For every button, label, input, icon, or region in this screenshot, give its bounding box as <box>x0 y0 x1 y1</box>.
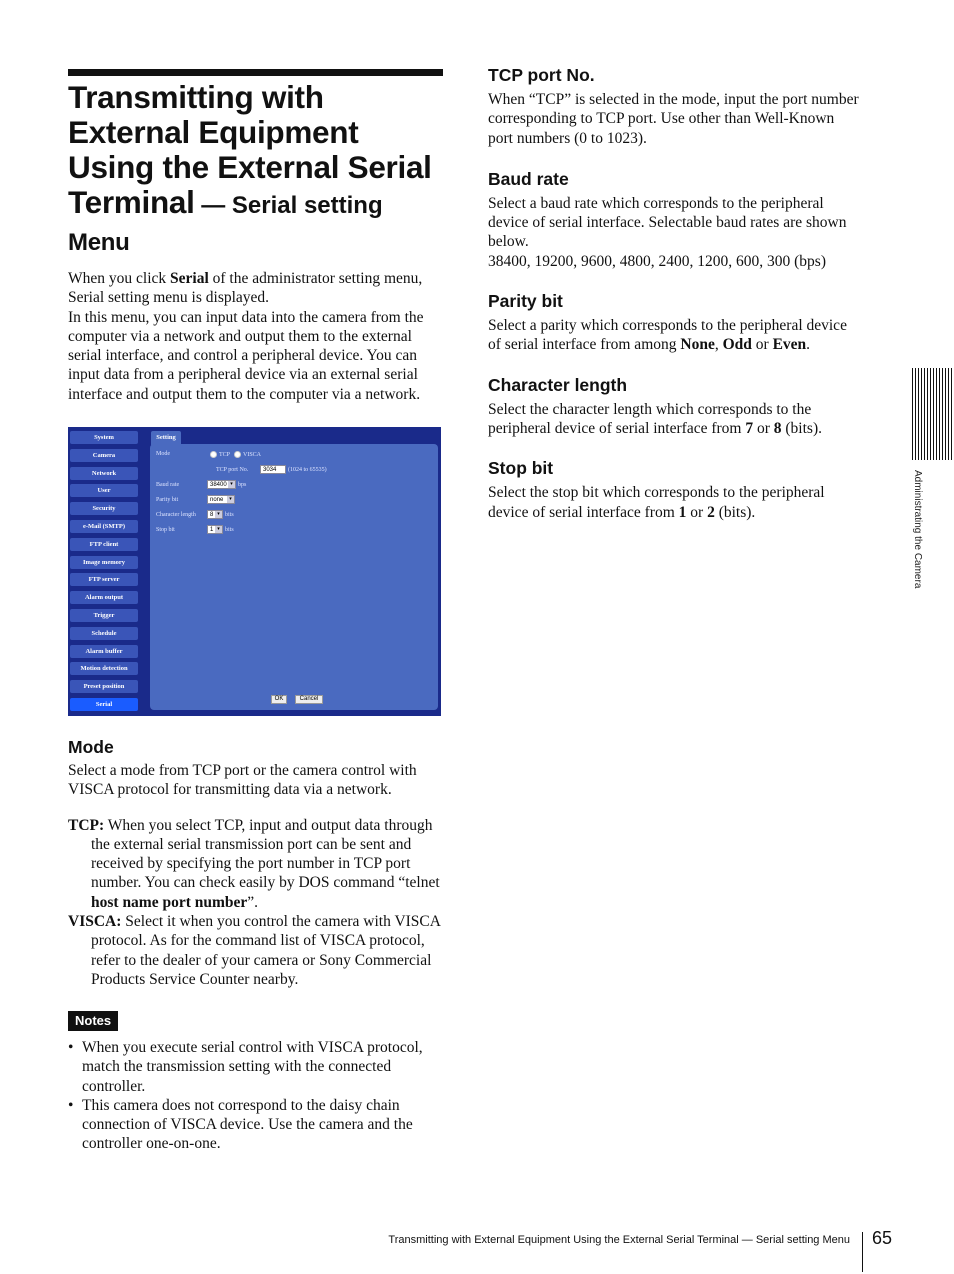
mode-text: Select a mode from TCP port or the camera control with VISCA protocol for transmitting data via a network. <box>68 762 417 799</box>
title-rule <box>68 69 443 76</box>
port-label: TCP port No. <box>216 467 249 473</box>
mode-section <box>68 737 446 989</box>
mode-visca-radio[interactable]: VISCA <box>234 451 261 458</box>
section-tab-label: Administrating the Camera <box>912 470 923 589</box>
char-length-text: Select the character length which corresponds to the peripheral device of serial interface from 7 or 8 (bits). <box>488 400 822 437</box>
baud-rate-list: 38400, 19200, 9600, 4800, 2400, 1200, 600, 300 (bps) <box>488 252 826 270</box>
tcp-port-text: When “TCP” is selected in the mode, input the port number corresponding to TCP port. Use other than Well-Known port numbers (0 to 1023). <box>488 91 859 147</box>
nav-item[interactable]: Motion detection <box>70 662 138 675</box>
page-number: 65 <box>872 1228 893 1248</box>
baud-unit: bps <box>238 482 247 488</box>
nav-item[interactable]: Alarm buffer <box>70 645 138 658</box>
section-tab-marker <box>912 368 954 460</box>
baud-rate-heading: Baud rate <box>488 168 569 189</box>
nav-item[interactable]: Trigger <box>70 609 138 622</box>
parity-text: Select a parity which corresponds to the peripheral device of serial interface from among None, Odd or Even. <box>488 317 847 354</box>
nav-item[interactable]: FTP client <box>70 538 138 551</box>
nav-item[interactable]: Security <box>70 502 138 515</box>
mode-definitions <box>68 816 446 990</box>
char-unit: bits <box>225 512 234 518</box>
nav-item[interactable]: Serial <box>70 698 138 711</box>
port-input[interactable]: 3034 <box>260 465 286 474</box>
tcp-definition: TCP: When you select TCP, input and output data through the external serial transmission port can be sent and received by specifying the port number in TCP port number. You can check easily by DOS command “telnet host name port number”. <box>68 816 440 911</box>
visca-definition: VISCA: Select it when you control the camera with VISCA protocol. As for the command list of VISCA protocol, refer to the dealer of your camera or Sony Commercial Products Service Counter nearby. <box>68 913 441 988</box>
parity-label: Parity bit <box>156 497 179 503</box>
nav-item[interactable]: e-Mail (SMTP) <box>70 520 138 533</box>
note-item: • When you execute serial control with VISCA protocol, match the transmission setting with the connected controller. <box>68 1038 446 1096</box>
nav-item[interactable]: User <box>70 484 138 497</box>
notes-list <box>68 1038 446 1154</box>
nav-item[interactable]: Network <box>70 467 138 480</box>
mode-tcp-radio[interactable]: TCP <box>210 451 230 458</box>
stop-select[interactable]: 1 ▾ <box>207 525 223 534</box>
nav-item[interactable]: Image memory <box>70 556 138 569</box>
settings-screenshot <box>68 427 441 716</box>
baud-rate-text: Select a baud rate which corresponds to the peripheral device of serial interface. Selectable baud rates are shown below. <box>488 194 847 251</box>
nav-item[interactable]: Alarm output <box>70 591 138 604</box>
tab-setting[interactable]: Setting <box>151 431 181 445</box>
footer-divider <box>862 1232 863 1272</box>
stop-bit-heading: Stop bit <box>488 458 554 479</box>
intro-text: When you click Serial of the administrator setting menu, Serial setting menu is displayed. In this menu, you can input data into the camera from the computer via a network and output them to the external serial interface, and control a peripheral device. You can input data from a peripheral device via an external serial interface and output them to the computer via a network. <box>68 270 424 403</box>
page-title: Transmitting with External Equipment Using the External Serial Terminal — Serial setting Menu <box>68 79 432 256</box>
nav-item[interactable]: Preset position <box>70 680 138 693</box>
stop-label: Stop bit <box>156 527 175 533</box>
baud-select[interactable]: 38400 ▾ <box>207 480 236 489</box>
char-label: Character length <box>156 512 196 518</box>
mode-label: Mode <box>156 451 170 457</box>
char-select[interactable]: 8 ▾ <box>207 510 223 519</box>
right-column <box>488 65 860 522</box>
mode-heading: Mode <box>68 737 114 757</box>
baud-label: Baud rate <box>156 482 180 488</box>
nav-item[interactable]: FTP server <box>70 573 138 586</box>
char-length-heading: Character length <box>488 374 628 395</box>
parity-heading: Parity bit <box>488 291 563 312</box>
serial-panel <box>150 444 438 710</box>
stop-bit-text: Select the stop bit which corresponds to the peripheral device of serial interface from 1 or 2 (bits). <box>488 484 825 521</box>
cancel-button[interactable]: Cancel <box>295 695 323 704</box>
stop-unit: bits <box>225 527 234 533</box>
nav-item[interactable]: Schedule <box>70 627 138 640</box>
nav-item[interactable]: System <box>70 431 138 444</box>
nav-item[interactable]: Camera <box>70 449 138 462</box>
running-footer: Transmitting with External Equipment Using the External Serial Terminal — Serial setting Menu <box>388 1234 850 1246</box>
parity-select[interactable]: none ▾ <box>207 495 235 504</box>
port-range: (1024 to 65535) <box>288 467 327 473</box>
ok-button[interactable]: OK <box>271 695 287 704</box>
notes-label: Notes <box>68 1011 118 1031</box>
note-item: • This camera does not correspond to the daisy chain connection of VISCA device. Use the camera and the controller one-on-one. <box>68 1096 446 1154</box>
tcp-port-heading: TCP port No. <box>488 65 595 85</box>
